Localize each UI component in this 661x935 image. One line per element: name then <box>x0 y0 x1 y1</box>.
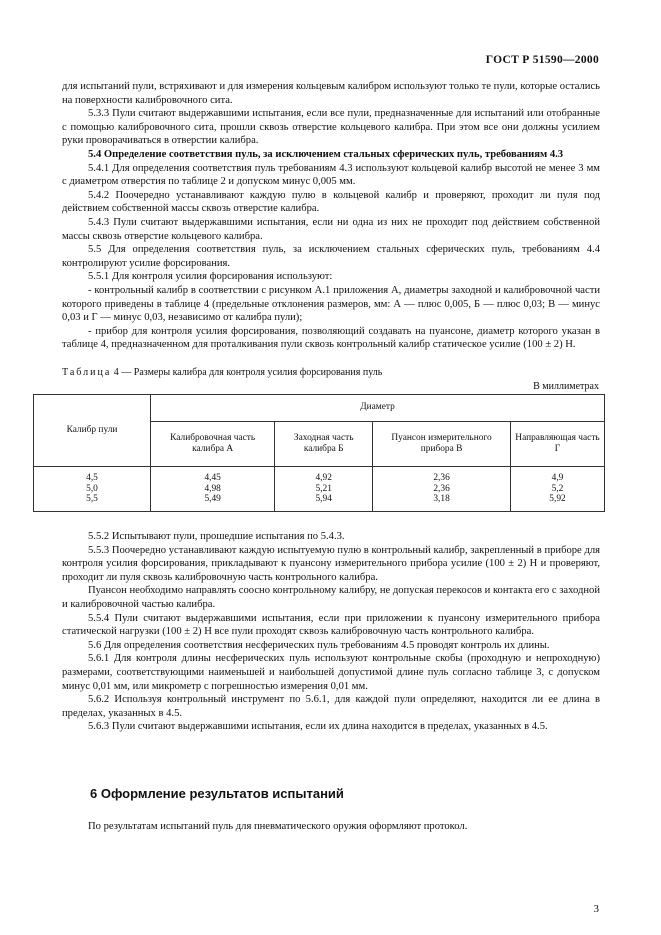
paragraph: 5.4.2 Поочередно устанавливают каждую пулю в кольцевой калибр и проверяют, проходит ли пуля под действием собственной массы сквозь отверстие калибра. <box>62 189 600 215</box>
header-diameter: Диаметр <box>151 395 605 422</box>
table-caption-rest: 4 — Размеры калибра для контроля усилия форсирования пуль <box>111 367 383 378</box>
paragraph: 5.4.1 Для определения соответствия пуль требованиям 4.3 используют кольцевой калибр высотой не менее 3 мм с диаметром отверстия по таблице 2 и допуском минус 0,005 мм. <box>62 162 600 188</box>
cell-value: 5,92 <box>549 494 566 504</box>
table-cell <box>373 467 511 512</box>
cell-value: 5,0 <box>86 483 98 494</box>
paragraph: 5.6.3 Пули считают выдержавшими испытания, если их длина находится в пределах, указанных в 4.5. <box>88 721 548 733</box>
cell-value: 5,5 <box>86 494 98 504</box>
cell-value: 5,94 <box>315 494 332 504</box>
section-6-title: 6 Оформление результатов испытаний <box>90 786 344 801</box>
section-6-text: По результатам испытаний пуль для пневматического оружия оформляют протокол. <box>88 821 468 832</box>
cell-value: 4,45 <box>204 473 221 483</box>
subheader-calibration-part: Калибровочная часть калибра А <box>151 422 275 467</box>
cell-value: 5,2 <box>551 483 564 494</box>
paragraph: 5.5 Для определения соответствия пуль, за исключением стальных сферических пуль, требованиям 4.4 контролируют усилие форсирования. <box>62 244 600 269</box>
paragraph: 5.5.1 Для контроля усилия форсирования используют: <box>88 271 333 283</box>
table-units: В миллиметрах <box>533 381 599 392</box>
paragraph: 5.6.1 Для контроля длины несферических пуль используют контрольные скобы (проходную и непроходную) размерами, соответствующими наименьшей и наибольшей допустимой длине пуль согласно таблице 3, с допуском минус 0,01 мм, или микрометр с погрешностью измерения 0,01 мм. <box>62 653 600 692</box>
paragraph: 5.4.3 Пули считают выдержавшими испытания, если ни одна из них не проходит под действием собственной массы сквозь отверстие кольцевого калибра. <box>62 216 600 242</box>
cell-value: 5,21 <box>315 483 332 494</box>
paragraph: для испытаний пули, встряхивают и для измерения кольцевым калибром используют только те пули, которые остались на поверхности калибровочного сита. <box>62 81 600 106</box>
paragraph: 5.6 Для определения соответствия несферических пуль требованиям 4.5 проводят контроль их длины. <box>88 639 550 651</box>
paragraph: - контрольный калибр в соответствии с рисунком А.1 приложения А, диаметры заходной и калибровочной части которого приведены в таблице 4 (предельные отклонения размеров, мм: А — плюс 0,005, Б — плюс 0,03; В — минус 0,03 и Г — минус 0,03, независимо от калибра пули); <box>62 284 600 324</box>
table-cell <box>275 467 373 512</box>
subheader-entry-part: Заходная часть калибра Б <box>275 422 373 467</box>
cell-value: 4,9 <box>551 473 564 483</box>
subheader-guide-part: Направляющая часть Г <box>511 422 605 467</box>
text-block-bottom <box>62 530 600 734</box>
table-caption-prefix: Таблица <box>62 367 112 378</box>
subheader-punch: Пуансон измерительного прибора В <box>373 422 511 467</box>
header-caliber: Калибр пули <box>34 395 151 467</box>
caliber-dimensions-table <box>33 394 605 512</box>
cell-value: 5,49 <box>204 494 221 504</box>
cell-value: 3,18 <box>433 494 450 504</box>
table-cell <box>34 467 151 512</box>
paragraph: 5.5.2 Испытывают пули, прошедшие испытания по 5.4.3. <box>88 531 345 542</box>
table-cell <box>151 467 275 512</box>
paragraph: - прибор для контроля усилия форсирования, позволяющий создавать на пуансоне, диаметр которого указан в таблице 4, предназначенном для проталкивания пули сквозь контрольный калибр статическое усилие (100 ± 2) Н. <box>62 325 600 351</box>
cell-value: 2,36 <box>433 483 450 494</box>
document-code: ГОСТ Р 51590—2000 <box>485 54 599 66</box>
cell-value: 2,36 <box>433 473 450 483</box>
text-block-top <box>62 80 600 352</box>
table-cell <box>511 467 605 512</box>
table-caption <box>62 367 382 378</box>
paragraph: 5.5.3 Поочередно устанавливают каждую испытуемую пулю в контрольный калибр, закрепленный в приборе для контроля усилия форсирования, прикладывают к пуансону измерительного прибора усилие (100 ± 2) Н и проверяют, проходит ли пуля сквозь калибровочную часть контрольного калибра. <box>62 544 600 583</box>
table-row <box>34 467 605 512</box>
cell-value: 4,98 <box>204 483 221 494</box>
paragraph: Пуансон необходимо направлять соосно контрольному калибру, не допуская перекосов и контакта его с заходной и калибровочной частью калибра. <box>62 585 600 610</box>
paragraph: 5.5.4 Пули считают выдержавшими испытания, если при приложении к пуансону измерительного прибора статической нагрузки (100 ± 2) Н все пули проходят сквозь калибровочную часть контрольного калибра. <box>62 612 600 638</box>
cell-value: 4,5 <box>86 473 98 483</box>
heading-5-4: 5.4 Определение соответствия пуль, за исключением стальных сферических пуль, требованиям 4.3 <box>88 148 564 160</box>
cell-value: 4,92 <box>315 473 332 483</box>
paragraph: 5.3.3 Пули считают выдержавшими испытания, если все пули, предназначенные для испытаний или отобранные с помощью калибровочного сита, прошли сквозь отверстие кольцевого калибра. При этом все они должны усилием руки проворачиваться в отверстии калибра. <box>62 108 600 147</box>
page-number: 3 <box>593 903 599 915</box>
paragraph: 5.6.2 Используя контрольный инструмент по 5.6.1, для каждой пули определяют, находится ли ее длина в пределах, указанных в 4.5. <box>62 694 600 719</box>
